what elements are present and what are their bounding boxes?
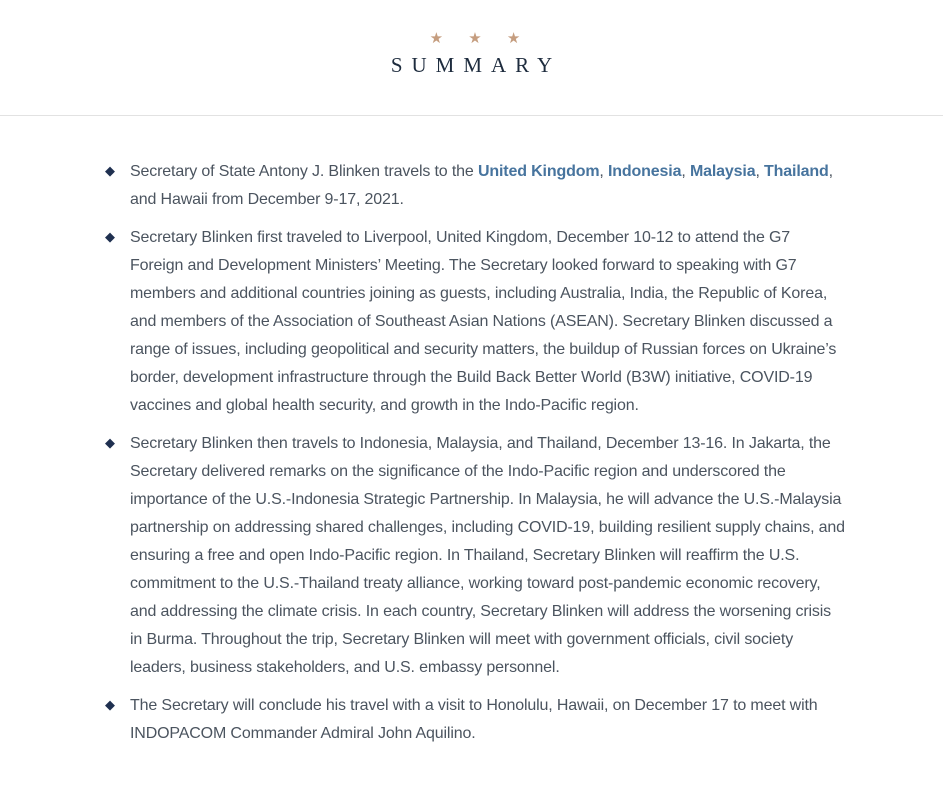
summary-bullet [105, 692, 845, 748]
country-link[interactable]: Indonesia [608, 163, 682, 180]
diamond-bullet-icon: ◆ [105, 163, 115, 178]
text-run: , [755, 163, 765, 180]
country-link[interactable]: United Kingdom [477, 163, 600, 180]
summary-header [0, 0, 943, 115]
diamond-bullet-icon: ◆ [105, 229, 115, 244]
summary-bullet [105, 224, 845, 420]
text-run: The Secretary will conclude his travel with a visit to Honolulu, Hawaii, on December 17 to meet with INDOPACOM Commander Admiral John Aquilino. [130, 697, 818, 742]
bullet-text [130, 697, 818, 742]
summary-bullet [105, 430, 845, 682]
country-link[interactable]: Thailand [764, 163, 829, 180]
text-run: , [599, 163, 608, 180]
bullet-text [130, 435, 845, 676]
text-run: , and Hawaii from December 9-17, 2021. [130, 163, 833, 208]
summary-content [0, 116, 943, 788]
bullet-text [130, 229, 836, 414]
summary-bullet [105, 158, 845, 214]
country-link[interactable]: Malaysia [689, 163, 756, 180]
star-icon: ★ [506, 30, 528, 47]
stars-row [0, 31, 943, 46]
text-run: Secretary of State Antony J. Blinken travels to the [130, 163, 478, 180]
summary-list [105, 158, 845, 748]
star-icon: ★ [429, 30, 451, 47]
diamond-bullet-icon: ◆ [105, 435, 115, 450]
diamond-bullet-icon: ◆ [105, 697, 115, 712]
text-run: Secretary Blinken then travels to Indonesia, Malaysia, and Thailand, December 13-16. In Jakarta, the Secretary delivered remarks on the significance of the Indo-Pacific region and underscored the importance of the U.S.-Indonesia Strategic Partnership. In Malaysia, he will advance the U.S.-Malaysia partnership on addressing shared challenges, including COVID-19, building resilient supply chains, and ensuring a free and open Indo-Pacific region. In Thailand, Secretary Blinken will reaffirm the U.S. commitment to the U.S.-Thailand treaty alliance, working toward post-pandemic economic recovery, and addressing the climate crisis. In each country, Secretary Blinken will address the worsening crisis in Burma. Throughout the trip, Secretary Blinken will meet with government officials, civil society leaders, business stakeholders, and U.S. embassy personnel. [130, 435, 845, 676]
bullet-text [130, 163, 833, 208]
page-title: SUMMARY [390, 53, 562, 77]
text-run: Secretary Blinken first traveled to Liverpool, United Kingdom, December 10-12 to attend the G7 Foreign and Development Ministers’ Meeting. The Secretary looked forward to speaking with G7 members and additional countries joining as guests, including Australia, India, the Republic of Korea, and members of the Association of Southeast Asian Nations (ASEAN). Secretary Blinken discussed a range of issues, including geopolitical and security matters, the buildup of Russian forces on Ukraine’s border, development infrastructure through the Build Back Better World (B3W) initiative, COVID-19 vaccines and global health security, and growth in the Indo-Pacific region. [130, 229, 837, 414]
text-run: , [681, 163, 690, 180]
star-icon: ★ [468, 30, 489, 47]
